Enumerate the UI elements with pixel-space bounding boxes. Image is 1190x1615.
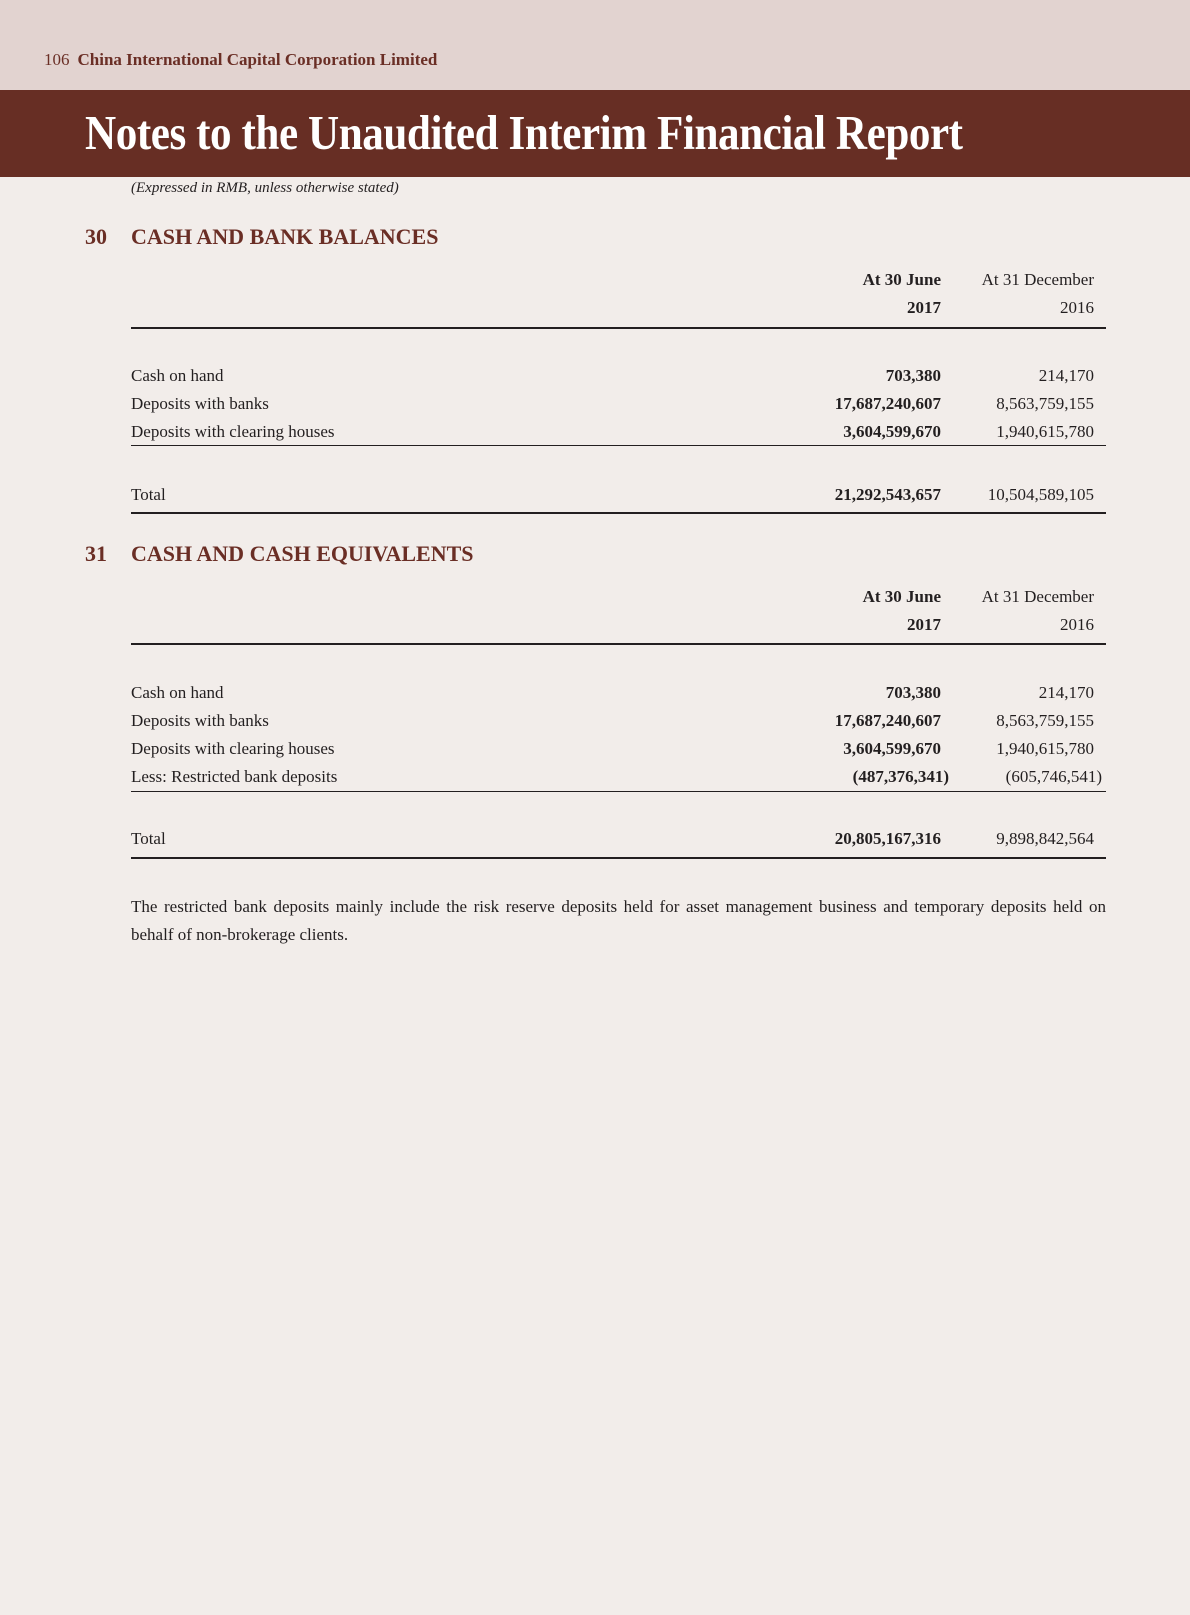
- row-label: Deposits with banks: [131, 394, 269, 413]
- row-value-prior: 8,563,759,155: [996, 711, 1094, 730]
- divider: [131, 327, 1106, 329]
- currency-note: (Expressed in RMB, unless otherwise stated): [131, 180, 399, 196]
- col-header-prior-year: 2016: [1060, 615, 1094, 634]
- divider: [131, 643, 1106, 645]
- row-label: Deposits with banks: [131, 711, 269, 730]
- section-heading: [85, 541, 474, 567]
- row-value-current: 703,380: [885, 366, 941, 385]
- row-value-current: 3,604,599,670: [843, 422, 941, 441]
- total-value-current: 21,292,543,657: [834, 485, 941, 504]
- row-label: Cash on hand: [131, 366, 224, 385]
- section-title: CASH AND BANK BALANCES: [131, 224, 439, 249]
- row-label: Deposits with clearing houses: [131, 422, 335, 441]
- row-label: Less: Restricted bank deposits: [131, 767, 338, 786]
- row-value-prior: 8,563,759,155: [996, 394, 1094, 413]
- section-heading: [85, 224, 438, 250]
- divider: [131, 445, 1106, 446]
- col-header-prior: At 31 December: [981, 270, 1094, 289]
- divider: [131, 512, 1106, 514]
- section-title: CASH AND CASH EQUIVALENTS: [131, 541, 474, 566]
- total-value-current: 20,805,167,316: [834, 829, 941, 848]
- col-header-current: At 30 June: [862, 587, 941, 606]
- company-name: China International Capital Corporation Limited: [77, 50, 438, 69]
- row-value-prior: 214,170: [1038, 366, 1094, 385]
- col-header-current-year: 2017: [907, 615, 941, 634]
- row-value-current: 703,380: [885, 683, 941, 702]
- row-value-current: (487,376,341): [852, 767, 949, 786]
- total-value-prior: 10,504,589,105: [987, 485, 1094, 504]
- page-title: Notes to the Unaudited Interim Financial Report: [85, 105, 963, 160]
- col-header-prior: At 31 December: [981, 587, 1094, 606]
- row-label: Deposits with clearing houses: [131, 739, 335, 758]
- running-header: [44, 50, 437, 70]
- divider: [131, 857, 1106, 859]
- section-number: 30: [85, 224, 107, 249]
- total-label: Total: [131, 485, 166, 504]
- divider: [131, 791, 1106, 792]
- total-value-prior: 9,898,842,564: [996, 829, 1094, 848]
- total-label: Total: [131, 829, 166, 848]
- page-number: 106: [44, 50, 70, 69]
- row-value-prior: 1,940,615,780: [996, 739, 1094, 758]
- note-paragraph: The restricted bank deposits mainly include the risk reserve deposits held for asset management business and temporary deposits held on behalf of non-brokerage clients.: [131, 897, 1106, 944]
- section-number: 31: [85, 541, 107, 566]
- row-value-prior: (605,746,541): [1005, 767, 1102, 786]
- row-label: Cash on hand: [131, 683, 224, 702]
- row-value-current: 3,604,599,670: [843, 739, 941, 758]
- row-value-current: 17,687,240,607: [834, 711, 941, 730]
- col-header-prior-year: 2016: [1060, 298, 1094, 317]
- row-value-prior: 1,940,615,780: [996, 422, 1094, 441]
- row-value-current: 17,687,240,607: [834, 394, 941, 413]
- row-value-prior: 214,170: [1038, 683, 1094, 702]
- col-header-current: At 30 June: [862, 270, 941, 289]
- header-band: [0, 0, 1190, 90]
- col-header-current-year: 2017: [907, 298, 941, 317]
